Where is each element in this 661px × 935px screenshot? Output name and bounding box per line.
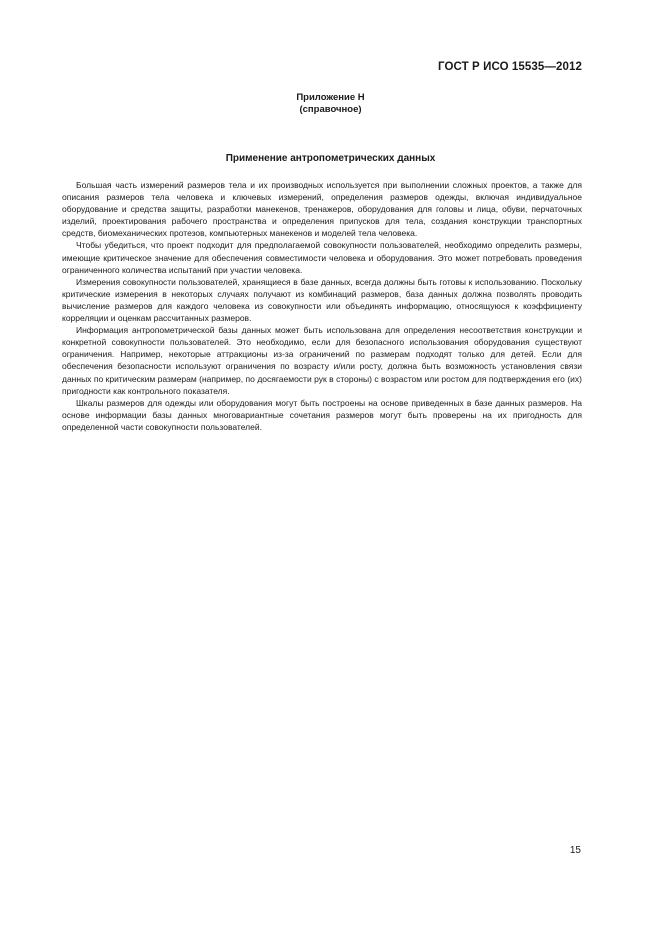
paragraph: Информация антропометрической базы данных может быть использована для определения несоответствия конструкции и конкретной совокупности пользователей. Это необходимо, если для безопасного использования оборудования существуют ограничения. Например, некоторые аттракционы из-за ограничений по размерам подходят только для детей. Если для обеспечения безопасности используют ограничения по возрасту и/или росту, должна быть возможность установления связи данных по критическим размерам (например, по досягаемости рук в стороны) с возрастом или ростом для подтверждения его (их) пригодности как контрольного показателя. xyxy=(62,325,582,396)
paragraph: Шкалы размеров для одежды или оборудования могут быть построены на основе приведенных в базе данных размеров. На основе информации базы данных многовариантные сочетания размеров могут быть проверены на их пригодность для определенной части совокупности пользователей. xyxy=(62,397,582,432)
annex-title: Приложение Н xyxy=(296,92,365,103)
standard-designation: ГОСТ Р ИСО 15535—2012 xyxy=(437,61,582,73)
section-title: Применение антропометрических данных xyxy=(225,153,436,164)
paragraph: Измерения совокупности пользователей, хранящиеся в базе данных, всегда должны быть готовы к использованию. Поскольку критические измерения в некоторых случаях получают из комбинаций размеров, база данных должна позволять проводить вычисление размеров для каждого человека из совокупности или объединять информацию, относящуюся к коэффициенту корреляции и оценкам рассчитанных размеров. xyxy=(62,276,582,324)
body-text xyxy=(62,179,582,433)
annex-heading xyxy=(0,92,661,116)
annex-subtitle: (справочное) xyxy=(299,104,362,115)
paragraph: Чтобы убедиться, что проект подходит для предполагаемой совокупности пользователей, необходимо определить размеры, имеющие критическое значение для обеспечения совместимости человека и оборудования. Это может потребовать проведения ограниченного количества испытаний при участии человека. xyxy=(62,240,582,275)
paragraph: Большая часть измерений размеров тела и их производных используется при выполнении сложных проектов, а также для описания размеров тела человека и ключевых измерений, определения размеров одежды, включая индивидуальное оборудование и средства защиты, разработки манекенов, тренажеров, оборудования для головы и лица, обуви, перчаточных изделий, проектирования рабочего пространства и определения припусков для тела, создания конструкции транспортных средств, биомеханических протезов, компьютерных манекенов и моделей тела человека. xyxy=(62,180,582,239)
page-number: 15 xyxy=(569,845,581,856)
